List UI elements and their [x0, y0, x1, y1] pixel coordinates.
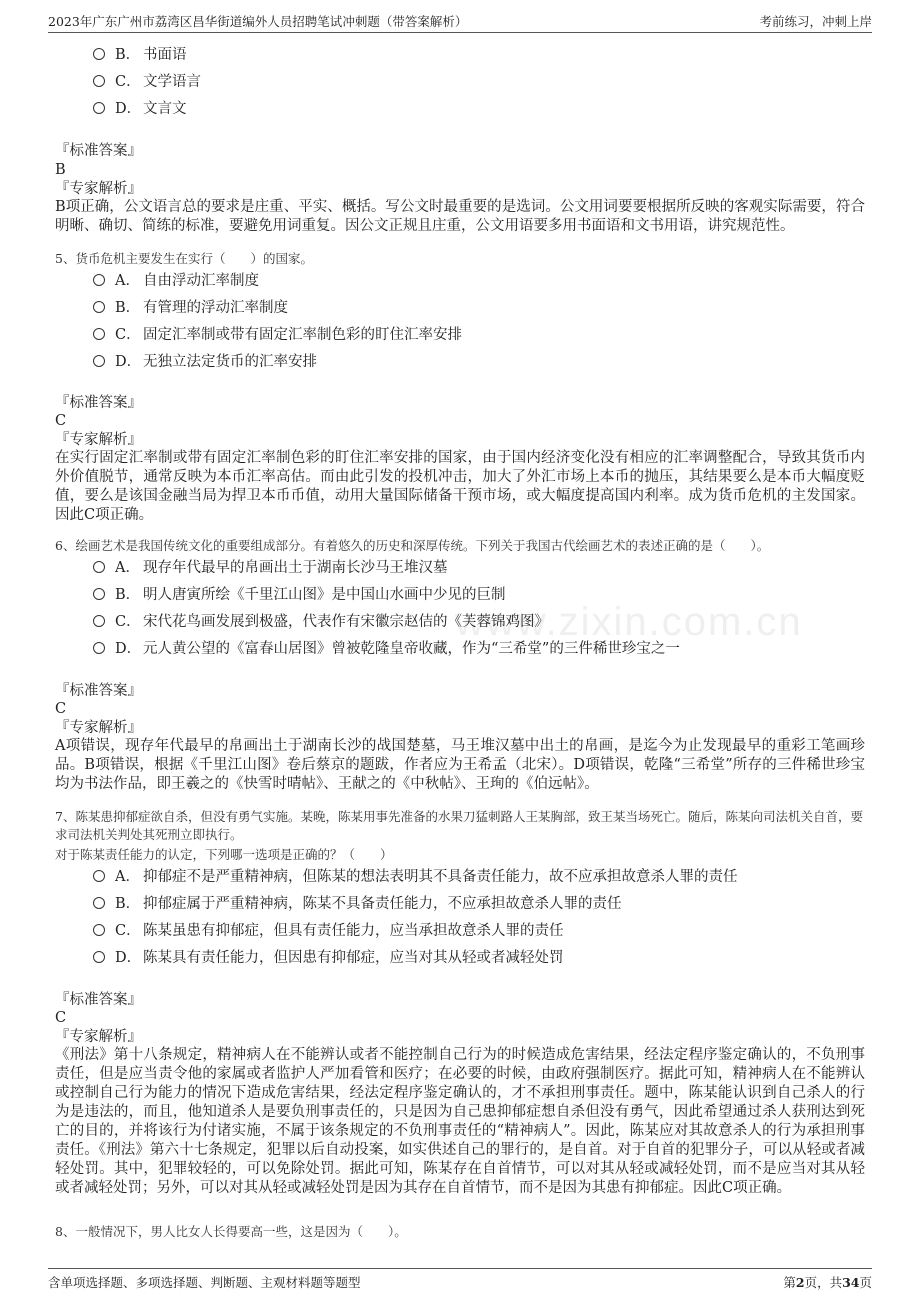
q7-analysis: 《刑法》第十八条规定，精神病人在不能辨认或者不能控制自己行为的时候造成危害结果，经法定程序鉴定确认的，不负刑事责任，但是应当责令他的家属或者监护人严加看管和医疗；在必要的时候，由政府强制医疗。据此可知，精神病人在不能辨认或控制自己行为能力的情况下造成危害结果，经法定程序鉴定确认的，才不承担刑事责任。题中，陈某能认识到自己杀人的行为是违法的，而且，他知道杀人是要负刑事责任的，只是因为自己患抑郁症想自杀但没有勇气，因此希望通过杀人获刑达到死亡的目的，并将该行为付诸实施，不属于该条规定的不负刑事责任的“精神病人”。因此，陈某应对其故意杀人的行为承担刑事责任。《刑法》第六十七条规定，犯罪以后自动投案，如实供述自己的罪行的，是自首。对于自首的犯罪分子，可以从轻或者减轻处罚。其中，犯罪较轻的，可以免除处罚。据此可知，陈某存在自首情节，可以对其从轻或减轻处罚，而不是应当对其从轻或者减轻处罚；另外，可以对其从轻或减轻处罚是因为其存在自首情节，而不是因为其患有抑郁症。因此C项正确。	[55, 1047, 865, 1196]
q7-answer-tag: 『标准答案』	[55, 992, 142, 1008]
radio-icon[interactable]	[93, 48, 105, 60]
q5-answer-tag: 『标准答案』	[55, 395, 142, 411]
q6-answer-tag: 『标准答案』	[55, 683, 142, 699]
q7-option-a[interactable]: A． 抑郁症不是严重精神病，但陈某的想法表明其不具备责任能力，故不应承担故意杀人罪的责任	[93, 866, 738, 888]
q5-option-a[interactable]: A． 自由浮动汇率制度	[93, 270, 259, 292]
watermark: www.zixin.com.cn	[455, 600, 803, 644]
q7-stem: 7、陈某患抑郁症欲自杀，但没有勇气实施。某晚，陈某用事先准备的水果刀猛刺路人王某胸部，致王某当场死亡。随后，陈某向司法机关自首，要求司法机关判处其死刑立即执行。	[55, 809, 863, 842]
q5-answer: C	[55, 413, 67, 429]
q7-answer: C	[55, 1010, 67, 1026]
radio-icon[interactable]	[93, 870, 105, 882]
document-title: 2023年广东广州市荔湾区昌华街道编外人员招聘笔试冲刺题（带答案解析）	[48, 14, 468, 29]
radio-icon[interactable]	[93, 75, 105, 87]
radio-icon[interactable]	[93, 924, 105, 936]
q4-option-c[interactable]: C． 文学语言	[93, 71, 201, 93]
header-slogan: 考前练习，冲刺上岸	[759, 14, 872, 29]
q4-option-b[interactable]: B． 书面语	[93, 44, 187, 66]
radio-icon[interactable]	[93, 355, 105, 367]
footer-note: 含单项选择题、多项选择题、判断题、主观材料题等题型	[48, 1275, 361, 1290]
page-number: 第2页，共34页	[783, 1275, 872, 1290]
radio-icon[interactable]	[93, 588, 105, 600]
q7-analysis-tag: 『专家解析』	[55, 1029, 142, 1045]
q4-analysis: B项正确，公文语言总的要求是庄重、平实、概括。写公文时最重要的是选词。公文用词要要根据所反映的客观实际需要，符合明晰、确切、简练的标准，要避免用词重复。因公文正规且庄重，公文用语要多用书面语和文书用语，讲究规范性。	[55, 199, 865, 234]
q4-option-d[interactable]: D． 文言文	[93, 98, 187, 120]
q6-option-c[interactable]: C． 宋代花鸟画发展到极盛，代表作有宋徽宗赵佶的《芙蓉锦鸡图》	[93, 611, 549, 633]
q6-analysis-tag: 『专家解析』	[55, 720, 142, 736]
q6-option-d[interactable]: D． 元人黄公望的《富春山居图》曾被乾隆皇帝收藏，作为“三希堂”的三件稀世珍宝之一	[93, 638, 680, 660]
q6-question: 6、绘画艺术是我国传统文化的重要组成部分。有着悠久的历史和深厚传统。下列关于我国古代绘画艺术的表述正确的是（ ）。	[55, 538, 770, 553]
radio-icon[interactable]	[93, 328, 105, 340]
q5-option-d[interactable]: D． 无独立法定货币的汇率安排	[93, 351, 317, 373]
q8-question: 8、一般情况下，男人比女人长得要高一些，这是因为（ ）。	[55, 1224, 407, 1239]
q6-option-b[interactable]: B． 明人唐寅所绘《千里江山图》是中国山水画中少见的巨制	[93, 584, 506, 606]
radio-icon[interactable]	[93, 561, 105, 573]
q5-analysis-tag: 『专家解析』	[55, 432, 142, 448]
radio-icon[interactable]	[93, 274, 105, 286]
radio-icon[interactable]	[93, 951, 105, 963]
q4-analysis-tag: 『专家解析』	[55, 181, 142, 197]
q5-option-b[interactable]: B． 有管理的浮动汇率制度	[93, 297, 288, 319]
page-footer	[48, 1268, 872, 1293]
q7-question: 对于陈某责任能力的认定，下列哪一选项是正确的？（ ）	[55, 847, 393, 862]
q7-option-c[interactable]: C． 陈某虽患有抑郁症，但具有责任能力，应当承担故意杀人罪的责任	[93, 920, 564, 942]
radio-icon[interactable]	[93, 897, 105, 909]
q7-option-d[interactable]: D． 陈某具有责任能力，但因患有抑郁症，应当对其从轻或者减轻处罚	[93, 947, 564, 969]
q6-option-a[interactable]: A． 现存年代最早的帛画出土于湖南长沙马王堆汉墓	[93, 557, 448, 579]
radio-icon[interactable]	[93, 301, 105, 313]
page-header	[48, 8, 872, 33]
radio-icon[interactable]	[93, 102, 105, 114]
radio-icon[interactable]	[93, 642, 105, 654]
q6-analysis: A项错误，现存年代最早的帛画出土于湖南长沙的战国楚墓，马王堆汉墓中出土的帛画，是迄今为止发现最早的重彩工笔画珍品。B项错误，根据《千里江山图》卷后蔡京的题跋，作者应为王希孟（北宋）。D项错误，乾隆“三希堂”所存的三件稀世珍宝均为书法作品，即王羲之的《快雪时晴帖》、王献之的《中秋帖》、王珣的《伯远帖》。	[55, 738, 865, 792]
q5-option-c[interactable]: C． 固定汇率制或带有固定汇率制色彩的盯住汇率安排	[93, 324, 462, 346]
q5-question: 5、货币危机主要发生在实行（ ）的国家。	[55, 251, 313, 266]
q4-answer-tag: 『标准答案』	[55, 143, 142, 159]
q4-answer: B	[55, 162, 66, 178]
q6-answer: C	[55, 701, 67, 717]
radio-icon[interactable]	[93, 615, 105, 627]
q7-option-b[interactable]: B． 抑郁症属于严重精神病，陈某不具备责任能力，不应承担故意杀人罪的责任	[93, 893, 622, 915]
q5-analysis: 在实行固定汇率制或带有固定汇率制色彩的盯住汇率安排的国家，由于国内经济变化没有相应的汇率调整配合，导致其货币内外价值脱节，通常反映为本币汇率高估。而由此引发的投机冲击，加大了外汇市场上本币的抛压，其结果要么是本币大幅度贬值，要么是该国金融当局为捍卫本币币值，动用大量国际储备干预市场，或大幅度提高国内利率。成为货币危机的主发国家。因此C项正确。	[55, 450, 865, 523]
